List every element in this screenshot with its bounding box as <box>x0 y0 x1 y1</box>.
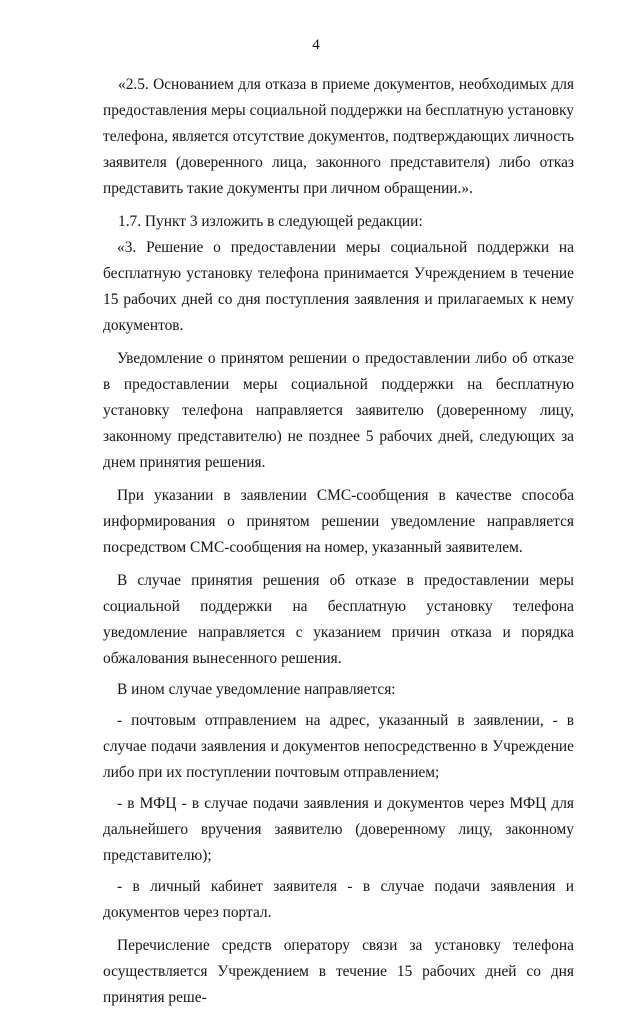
paragraph-3-decision: «3. Решение о предоставлении меры социальной поддержки на бесплатную установку телефона принимается Учреждением в течение 15 рабочих дней со дня поступления заявления и прилагаемых к нему документов. <box>103 239 574 334</box>
paragraph-otherwise: В ином случае уведомление направляется: <box>117 681 396 698</box>
list-item-postal: - почтовым отправлением на адрес, указанный в заявлении, - в случае подачи заявления и документов непосредственно в Учреждение либо при их поступлении почтовым отправлением; <box>103 712 574 781</box>
page-number: 4 <box>312 37 320 53</box>
list-item-personal-cabinet: - в личный кабинет заявителя - в случае подачи заявления и документов через портал. <box>103 878 574 921</box>
paragraph-notification: Уведомление о принятом решении о предоставлении либо об отказе в предоставлении меры социальной поддержки на бесплатную установку телефона направляется заявителю (доверенному лицу, законному представителю) не позднее 5 рабочих дней, следующих за днем принятия решения. <box>103 350 574 471</box>
paragraph-sms: При указании в заявлении СМС-сообщения в качестве способа информирования о принятом решении уведомление направляется посредством СМС-сообщения на номер, указанный заявителем. <box>103 487 574 556</box>
paragraph-1-7: 1.7. Пункт 3 изложить в следующей редакции: <box>118 213 423 230</box>
paragraph-refusal: В случае принятия решения об отказе в предоставлении меры социальной поддержки на бесплатную установку телефона уведомление направляется с указанием причин отказа и порядка обжалования вынесенного решения. <box>103 572 574 667</box>
list-item-mfc: - в МФЦ - в случае подачи заявления и документов через МФЦ для дальнейшего вручения заявителю (доверенному лицу, законному представителю); <box>103 795 574 864</box>
paragraph-payment: Перечисление средств оператору связи за установку телефона осуществляется Учреждением в течение 15 рабочих дней со дня принятия реше- <box>103 937 574 1006</box>
paragraph-2-5: «2.5. Основанием для отказа в приеме документов, необходимых для предоставления меры социальной поддержки на бесплатную установку телефона, является отсутствие документов, подтверждающих личность заявителя (доверенного лица, законного представителя) либо отказ представить такие документы при личном обращении.». <box>103 76 574 197</box>
document-body <box>103 72 574 1011</box>
